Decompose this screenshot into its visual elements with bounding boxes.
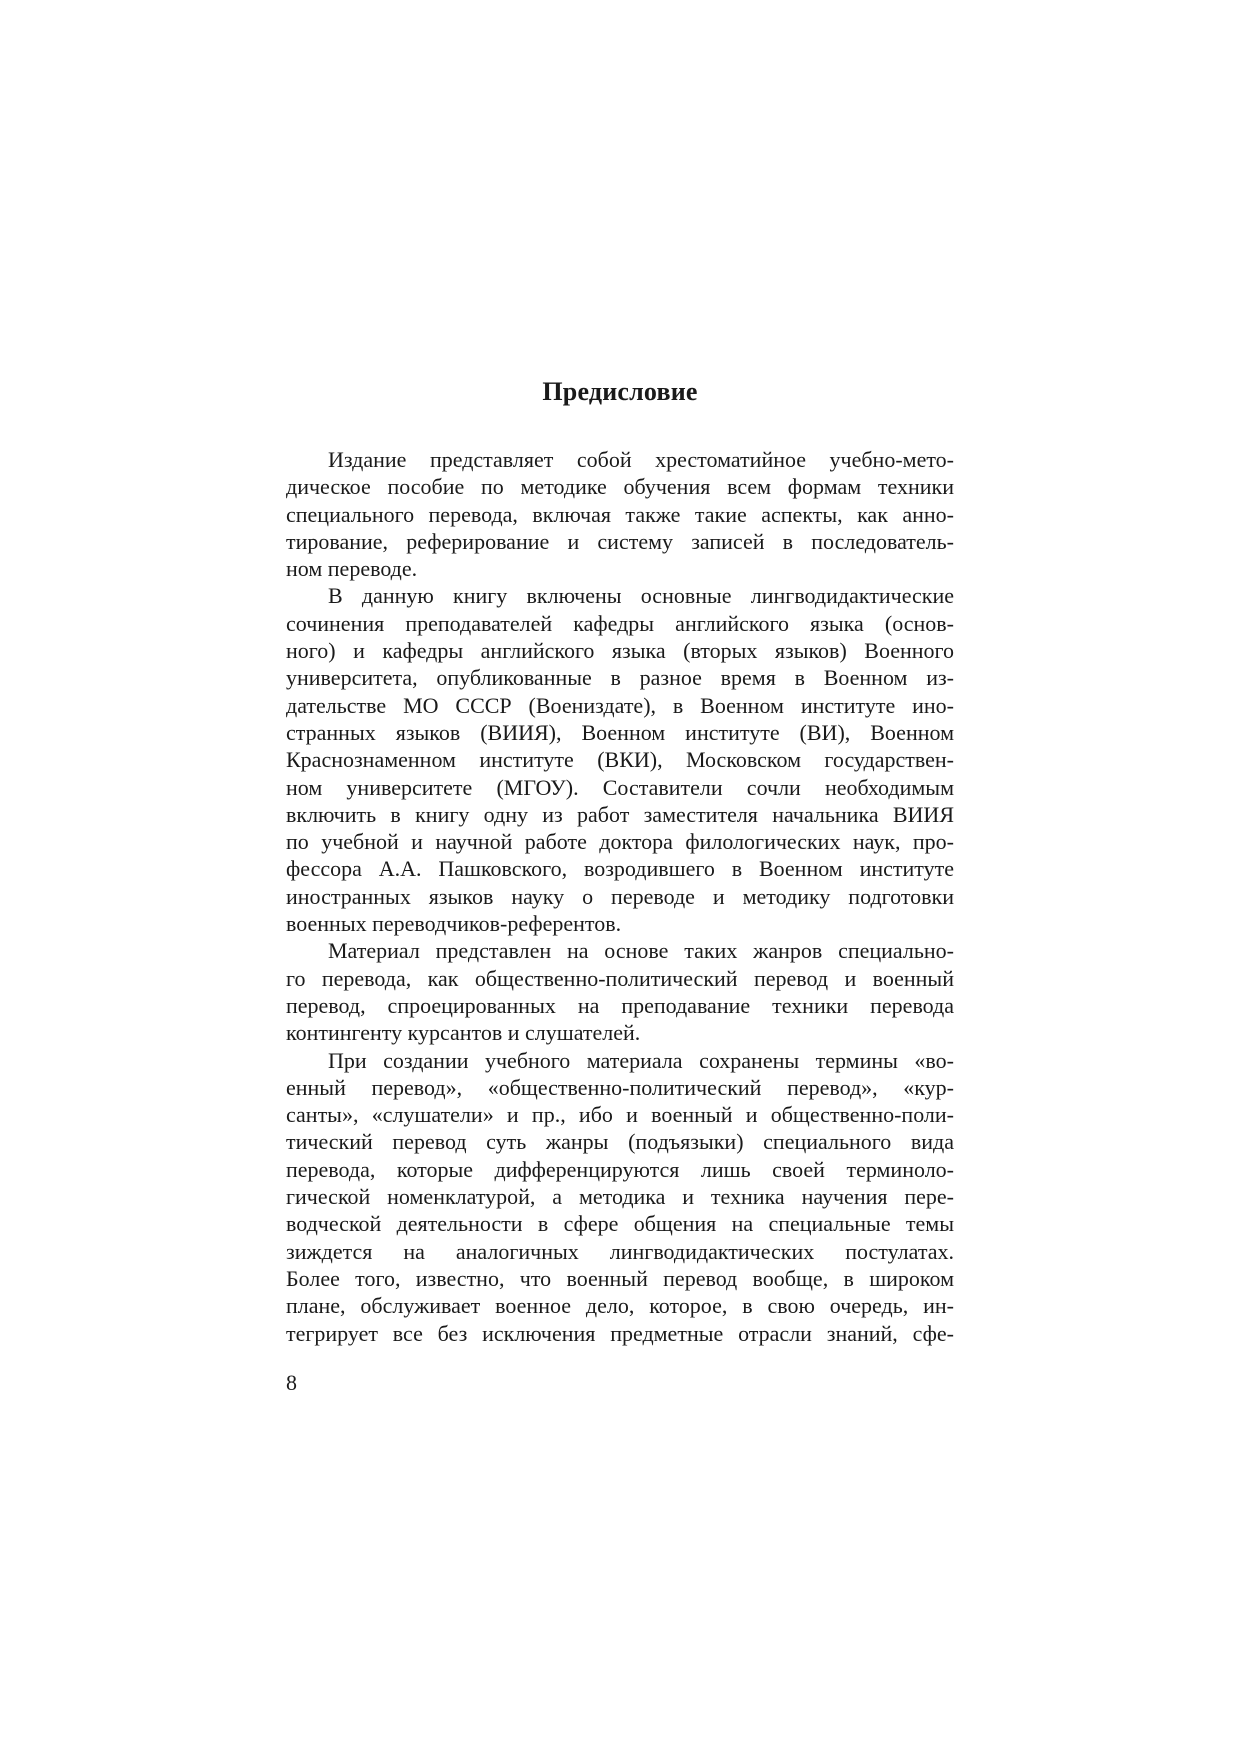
body-text — [286, 446, 954, 1347]
text-line: плане, обслуживает военное дело, которое, в свою очередь, ин- — [286, 1293, 954, 1319]
text-line: Издание представляет собой хрестоматийное учебно-мето- — [328, 447, 954, 472]
text-line: по учебной и научной работе доктора филологических наук, про- — [286, 829, 954, 855]
text-line: В данную книгу включены основные лингводидактические — [328, 583, 954, 609]
text-line: Краснознаменном институте (ВКИ), Московском государствен- — [286, 747, 954, 773]
text-line: тегрирует все без исключения предметные отрасли знаний, сфе- — [286, 1320, 954, 1346]
text-line: водческой деятельности в сфере общения на специальные темы — [286, 1211, 954, 1237]
text-line: санты», «слушатели» и пр., ибо и военный и общественно-поли- — [286, 1102, 954, 1128]
text-line: ного) и кафедры английского языка (вторых языков) Военного — [286, 638, 954, 664]
text-line: ном переводе. — [286, 556, 418, 582]
text-line: дическое пособие по методике обучения всем формам техники — [286, 474, 954, 500]
text-line: специального перевода, включая также такие аспекты, как анно- — [286, 501, 954, 527]
text-line: включить в книгу одну из работ заместителя начальника ВИИЯ — [286, 801, 954, 827]
text-line: ном университете (МГОУ). Составители сочли необходимым — [286, 774, 954, 800]
text-line: сочинения преподавателей кафедры английского языка (основ- — [286, 610, 954, 636]
text-line: странных языков (ВИИЯ), Военном институте (ВИ), Военном — [286, 719, 954, 745]
text-line: го перевода, как общественно-политический перевод и военный — [286, 965, 954, 991]
text-line: военных переводчиков-референтов. — [286, 911, 622, 937]
text-line: фессора А.А. Пашковского, возродившего в Военном институте — [286, 856, 954, 882]
text-line: тический перевод суть жанры (подъязыки) специального вида — [286, 1129, 954, 1155]
text-line: дательстве МО СССР (Воениздате), в Военном институте ино- — [286, 692, 954, 718]
text-line: иностранных языков науку о переводе и методику подготовки — [286, 883, 954, 909]
text-line: зиждется на аналогичных лингводидактических постулатах. — [286, 1238, 954, 1264]
text-line: перевода, которые дифференцируются лишь своей терминоло- — [286, 1156, 954, 1182]
text-line: университета, опубликованные в разное время в Военном из- — [286, 665, 954, 691]
text-line: контингенту курсантов и слушателей. — [286, 1020, 641, 1046]
text-line: енный перевод», «общественно-политический перевод», «кур- — [286, 1074, 954, 1100]
page-title: Предисловие — [542, 377, 698, 407]
text-line: перевод, спроецированных на преподавание техники перевода — [286, 992, 954, 1018]
text-line: гической номенклатурой, а методика и техника научения пере- — [286, 1184, 954, 1210]
text-line: Материал представлен на основе таких жанров специально- — [328, 938, 954, 964]
text-line: тирование, реферирование и систему записей в последователь- — [286, 528, 954, 554]
text-line: Более того, известно, что военный перевод вообще, в широком — [286, 1265, 954, 1291]
page-number: 8 — [286, 1370, 297, 1395]
text-line: При создании учебного материала сохранены термины «во- — [328, 1047, 954, 1073]
